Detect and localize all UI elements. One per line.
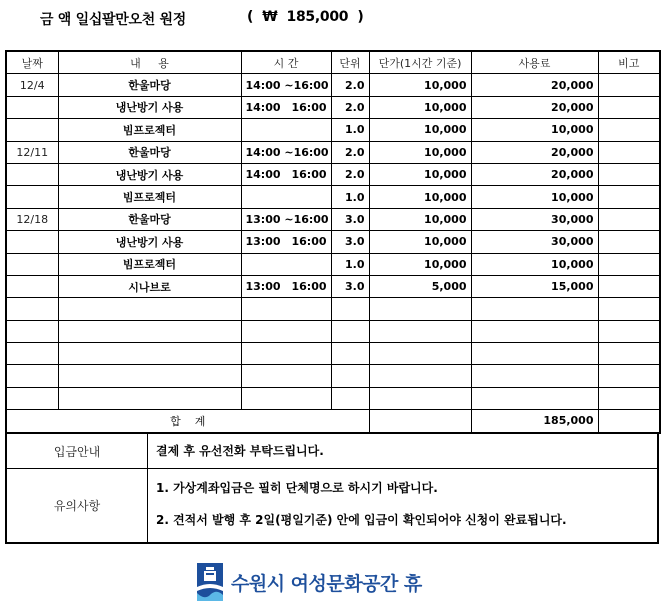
amount-value: ( ₩ 185,000 ) xyxy=(247,9,364,25)
start-time: 14:00 xyxy=(245,168,281,182)
note-cell xyxy=(598,141,660,163)
price-cell: 10,000 xyxy=(369,253,471,275)
date-cell xyxy=(6,275,58,297)
empty-cell xyxy=(6,387,58,409)
usage-table xyxy=(5,50,661,434)
time-cell xyxy=(241,74,331,96)
empty-cell xyxy=(58,387,241,409)
unit-cell: 3.0 xyxy=(331,231,369,253)
fee-cell: 30,000 xyxy=(471,208,598,230)
note-cell xyxy=(598,119,660,141)
empty-cell xyxy=(6,365,58,387)
empty-row xyxy=(6,365,660,387)
empty-cell xyxy=(598,365,660,387)
column-header: 단가(1시간 기준) xyxy=(369,51,471,74)
start-time: 13:00 xyxy=(245,235,281,249)
item-cell: 빔프로젝터 xyxy=(58,253,241,275)
price-cell: 10,000 xyxy=(369,231,471,253)
table-row xyxy=(6,231,660,253)
empty-cell xyxy=(598,320,660,342)
empty-cell xyxy=(58,320,241,342)
empty-cell xyxy=(598,410,660,433)
item-cell: 한울마당 xyxy=(58,141,241,163)
caution-item: 2. 견적서 발행 후 2일(평일기준) 안에 입금이 확인되어야 신청이 완료됩니다. xyxy=(156,513,567,527)
table-row xyxy=(6,141,660,163)
note-cell xyxy=(598,208,660,230)
end-time: 16:00 xyxy=(291,168,327,182)
fee-cell: 20,000 xyxy=(471,163,598,185)
empty-cell xyxy=(471,343,598,365)
unit-cell: 2.0 xyxy=(331,96,369,118)
time-cell xyxy=(241,163,331,185)
notes-section xyxy=(5,434,659,544)
table-row xyxy=(6,163,660,185)
end-time: 16:00 xyxy=(293,78,329,92)
table-row xyxy=(6,186,660,208)
date-cell: 12/4 xyxy=(6,74,58,96)
time-cell xyxy=(241,208,331,230)
table-row xyxy=(6,74,660,96)
price-cell: 10,000 xyxy=(369,119,471,141)
empty-cell xyxy=(6,320,58,342)
deposit-row xyxy=(7,434,657,468)
start-time: 13:00 xyxy=(245,280,281,294)
item-cell: 빔프로젝터 xyxy=(58,119,241,141)
note-cell xyxy=(598,275,660,297)
empty-cell xyxy=(598,343,660,365)
empty-cell xyxy=(369,343,471,365)
table-header xyxy=(6,51,660,74)
time-cell xyxy=(241,253,331,275)
note-cell xyxy=(598,163,660,185)
empty-cell xyxy=(331,365,369,387)
end-time: 16:00 xyxy=(291,100,327,114)
empty-cell xyxy=(241,320,331,342)
unit-cell: 3.0 xyxy=(331,208,369,230)
empty-cell xyxy=(369,410,471,433)
empty-row xyxy=(6,343,660,365)
date-cell: 12/11 xyxy=(6,141,58,163)
price-cell: 10,000 xyxy=(369,74,471,96)
unit-cell: 1.0 xyxy=(331,253,369,275)
date-cell: 12/18 xyxy=(6,208,58,230)
column-header: 사용료 xyxy=(471,51,598,74)
price-cell: 10,000 xyxy=(369,163,471,185)
empty-cell xyxy=(331,343,369,365)
empty-cell xyxy=(598,387,660,409)
date-cell xyxy=(6,253,58,275)
price-cell: 10,000 xyxy=(369,208,471,230)
note-cell xyxy=(598,231,660,253)
fee-cell: 20,000 xyxy=(471,141,598,163)
fee-cell: 30,000 xyxy=(471,231,598,253)
date-cell xyxy=(6,186,58,208)
lighthouse-logo-icon xyxy=(197,563,223,601)
amount-line xyxy=(40,9,364,29)
table-row xyxy=(6,253,660,275)
fee-cell: 10,000 xyxy=(471,253,598,275)
date-cell xyxy=(6,231,58,253)
empty-cell xyxy=(58,365,241,387)
column-header: 단위 xyxy=(331,51,369,74)
table-row xyxy=(6,208,660,230)
time-cell xyxy=(241,96,331,118)
empty-cell xyxy=(471,298,598,320)
item-cell: 냉난방기 사용 xyxy=(58,231,241,253)
item-cell: 냉난방기 사용 xyxy=(58,163,241,185)
total-row xyxy=(6,410,660,433)
empty-cell xyxy=(241,365,331,387)
empty-row xyxy=(6,320,660,342)
time-cell xyxy=(241,186,331,208)
unit-cell: 1.0 xyxy=(331,119,369,141)
fee-cell: 20,000 xyxy=(471,96,598,118)
item-cell: 한울마당 xyxy=(58,208,241,230)
table-row xyxy=(6,96,660,118)
empty-row xyxy=(6,298,660,320)
column-header: 날짜 xyxy=(6,51,58,74)
empty-cell xyxy=(6,343,58,365)
date-cell xyxy=(6,96,58,118)
empty-cell xyxy=(331,298,369,320)
start-time: 14:00 xyxy=(245,100,281,114)
table-row xyxy=(6,275,660,297)
price-cell: 5,000 xyxy=(369,275,471,297)
empty-cell xyxy=(471,365,598,387)
fee-cell: 15,000 xyxy=(471,275,598,297)
caution-row xyxy=(7,468,657,542)
total-value: 185,000 xyxy=(471,410,598,433)
unit-cell: 2.0 xyxy=(331,141,369,163)
note-cell xyxy=(598,74,660,96)
empty-cell xyxy=(241,343,331,365)
caution-item: 1. 가상계좌입금은 필히 단체명으로 하시기 바랍니다. xyxy=(156,481,438,495)
unit-cell: 2.0 xyxy=(331,163,369,185)
column-header: 비고 xyxy=(598,51,660,74)
empty-cell xyxy=(241,298,331,320)
fee-cell: 10,000 xyxy=(471,186,598,208)
empty-cell xyxy=(331,387,369,409)
start-time: 14:00 ~ xyxy=(245,78,294,92)
deposit-text: 결제 후 유선전화 부탁드립니다. xyxy=(156,444,324,458)
note-cell xyxy=(598,186,660,208)
unit-cell: 2.0 xyxy=(331,74,369,96)
time-cell xyxy=(241,231,331,253)
end-time: 16:00 xyxy=(293,212,329,226)
deposit-label: 입금안내 xyxy=(7,434,148,468)
note-cell xyxy=(598,96,660,118)
fee-cell: 10,000 xyxy=(471,119,598,141)
start-time: 13:00 ~ xyxy=(245,212,294,226)
price-cell: 10,000 xyxy=(369,96,471,118)
fee-cell: 20,000 xyxy=(471,74,598,96)
empty-cell xyxy=(369,298,471,320)
start-time: 14:00 ~ xyxy=(245,145,294,159)
logo-text: 수원시 여성문화공간 휴 xyxy=(231,572,422,595)
price-cell: 10,000 xyxy=(369,186,471,208)
time-cell xyxy=(241,119,331,141)
end-time: 16:00 xyxy=(291,280,327,294)
empty-cell xyxy=(58,343,241,365)
empty-cell xyxy=(241,387,331,409)
empty-cell xyxy=(598,298,660,320)
item-cell: 냉난방기 사용 xyxy=(58,96,241,118)
table-row xyxy=(6,119,660,141)
date-cell xyxy=(6,163,58,185)
empty-cell xyxy=(369,365,471,387)
empty-cell xyxy=(369,320,471,342)
time-cell xyxy=(241,141,331,163)
empty-cell xyxy=(331,320,369,342)
item-cell: 시나브로 xyxy=(58,275,241,297)
price-cell: 10,000 xyxy=(369,141,471,163)
end-time: 16:00 xyxy=(293,145,329,159)
empty-cell xyxy=(369,387,471,409)
time-cell xyxy=(241,275,331,297)
date-cell xyxy=(6,119,58,141)
end-time: 16:00 xyxy=(291,235,327,249)
amount-label: 금 액 일십팔만오천 원정 xyxy=(40,12,186,28)
empty-cell xyxy=(471,387,598,409)
note-cell xyxy=(598,253,660,275)
total-label: 합 계 xyxy=(6,410,369,433)
empty-cell xyxy=(6,298,58,320)
column-header: 시 간 xyxy=(241,51,331,74)
empty-cell xyxy=(471,320,598,342)
empty-row xyxy=(6,387,660,409)
caution-label: 유의사항 xyxy=(7,469,148,542)
unit-cell: 3.0 xyxy=(331,275,369,297)
item-cell: 빔프로젝터 xyxy=(58,186,241,208)
logo xyxy=(197,563,422,601)
item-cell: 한울마당 xyxy=(58,74,241,96)
unit-cell: 1.0 xyxy=(331,186,369,208)
column-header: 내 용 xyxy=(58,51,241,74)
empty-cell xyxy=(58,298,241,320)
